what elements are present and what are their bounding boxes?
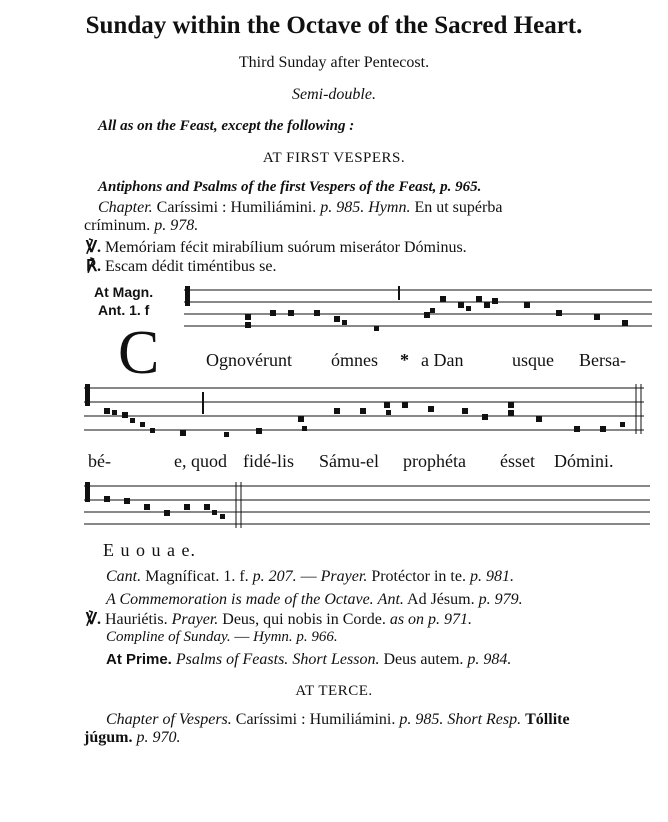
short-resp-text: Tóllite: [525, 711, 570, 728]
terce-chapter-text: Caríssimi : Humiliámini.: [235, 711, 396, 728]
cant-page: p. 207.: [252, 568, 297, 585]
cant-tone: 1. f.: [223, 568, 249, 585]
lyric-2-7: Dómini.: [554, 451, 614, 471]
dash-2: —: [234, 629, 250, 645]
chapter-label: Chapter.: [98, 199, 153, 216]
lyric-1-4: a Dan: [421, 350, 464, 370]
lyric-1-2: ómnes: [331, 350, 378, 370]
terce-chapter-label: Chapter of Vespers.: [106, 711, 232, 728]
compline-hymn: Hymn.: [253, 629, 293, 645]
chant-staff-2: [84, 378, 654, 448]
rank-label: Semi-double.: [292, 86, 376, 103]
prayer2-ref: as on p. 971.: [389, 611, 473, 628]
euouae: E u o u a e.: [103, 540, 196, 560]
prayer-page: p. 981.: [469, 568, 514, 585]
short-resp-label: Short Resp.: [447, 711, 522, 728]
chapter-line: [98, 199, 502, 217]
prime-line: [106, 651, 511, 669]
hymn-cont-text: críminum.: [84, 217, 151, 234]
terce-cont-page: p. 970.: [136, 729, 181, 746]
ant-label: Ant.: [377, 591, 404, 608]
cant-line: [106, 568, 514, 586]
response-text: Escam dédit timéntibus se.: [104, 258, 277, 275]
lyric-2-3: fidé-lis: [243, 451, 294, 471]
chant-staff-3: [84, 476, 654, 536]
versicle-line-2: [86, 609, 472, 629]
prayer-text: Protéctor in te.: [371, 568, 466, 585]
lyric-2-4: Sámu-el: [319, 451, 379, 471]
short-lesson-text: Deus autem.: [383, 651, 464, 668]
chapter-text: Caríssimi : Humiliámini.: [156, 199, 317, 216]
page-title: Sunday within the Octave of the Sacred Heart.: [85, 12, 583, 39]
lyric-1-6: Bersa-: [579, 350, 626, 370]
prime-psalms: Psalms of Feasts.: [175, 651, 289, 668]
lyric-2-5: prophéta: [403, 451, 466, 471]
hymn-page: p. 978.: [154, 217, 199, 234]
chapter-page: p. 985.: [320, 199, 365, 216]
prime-label: At Prime.: [106, 651, 172, 668]
commemoration-line: [106, 591, 523, 609]
lyric-1-3: *: [400, 350, 409, 370]
versicle-symbol-2: ℣.: [86, 611, 101, 628]
prayer-label: Prayer.: [320, 568, 368, 585]
first-vespers-heading: AT FIRST VESPERS.: [262, 150, 406, 166]
lyric-2-1: bé-: [88, 451, 111, 471]
drop-cap: C: [118, 319, 160, 387]
cant-text: Magníficat.: [145, 568, 220, 585]
lyric-2-2: e, quod: [174, 451, 227, 471]
response-line: [86, 256, 276, 276]
lyric-1-5: usque: [512, 350, 554, 370]
compline-page: p. 966.: [296, 629, 338, 645]
terce-chapter-page: p. 985.: [399, 711, 444, 728]
response-symbol: ℟.: [86, 258, 101, 275]
compline-line: [106, 629, 338, 646]
compline-label: Compline of Sunday.: [106, 629, 231, 645]
ant-text: Ad Jésum.: [407, 591, 475, 608]
antiphons-line: Antiphons and Psalms of the first Vespers of the Feast, p. 965.: [98, 179, 482, 195]
terce-continuation: [84, 729, 180, 747]
prime-page: p. 984.: [467, 651, 512, 668]
short-lesson-label: Short Lesson.: [292, 651, 380, 668]
hymn-text: En ut supérba: [414, 199, 503, 216]
magnificat-label: At Magn.: [94, 284, 154, 300]
antiphon-mode-label: Ant. 1. f: [98, 302, 150, 318]
chant-staff-1: [184, 282, 654, 342]
cant-label: Cant.: [106, 568, 142, 585]
intro-line: All as on the Feast, except the following :: [98, 118, 355, 134]
prayer2-text: Deus, qui nobis in Corde.: [222, 611, 386, 628]
versicle-text-2: Hauriétis.: [104, 611, 168, 628]
lyric-1-1: Ognovérunt: [206, 350, 292, 370]
page-subtitle: Third Sunday after Pentecost.: [238, 54, 430, 71]
ant-page: p. 979.: [478, 591, 523, 608]
terce-chapter-line: [106, 711, 570, 729]
prayer2-label: Prayer.: [171, 611, 219, 628]
versicle-line: [86, 237, 467, 257]
dash-1: —: [300, 568, 317, 585]
terce-cont-text: júgum.: [84, 729, 133, 746]
versicle-text: Memóriam fécit mirabílium suórum miserátor Dóminus.: [104, 239, 467, 256]
commemoration-text: A Commemoration is made of the Octave.: [106, 591, 374, 608]
terce-heading: AT TERCE.: [295, 683, 373, 699]
lyric-2-6: ésset: [500, 451, 535, 471]
hymn-label: Hymn.: [368, 199, 411, 216]
hymn-continuation: [84, 217, 198, 235]
versicle-symbol: ℣.: [86, 239, 101, 256]
